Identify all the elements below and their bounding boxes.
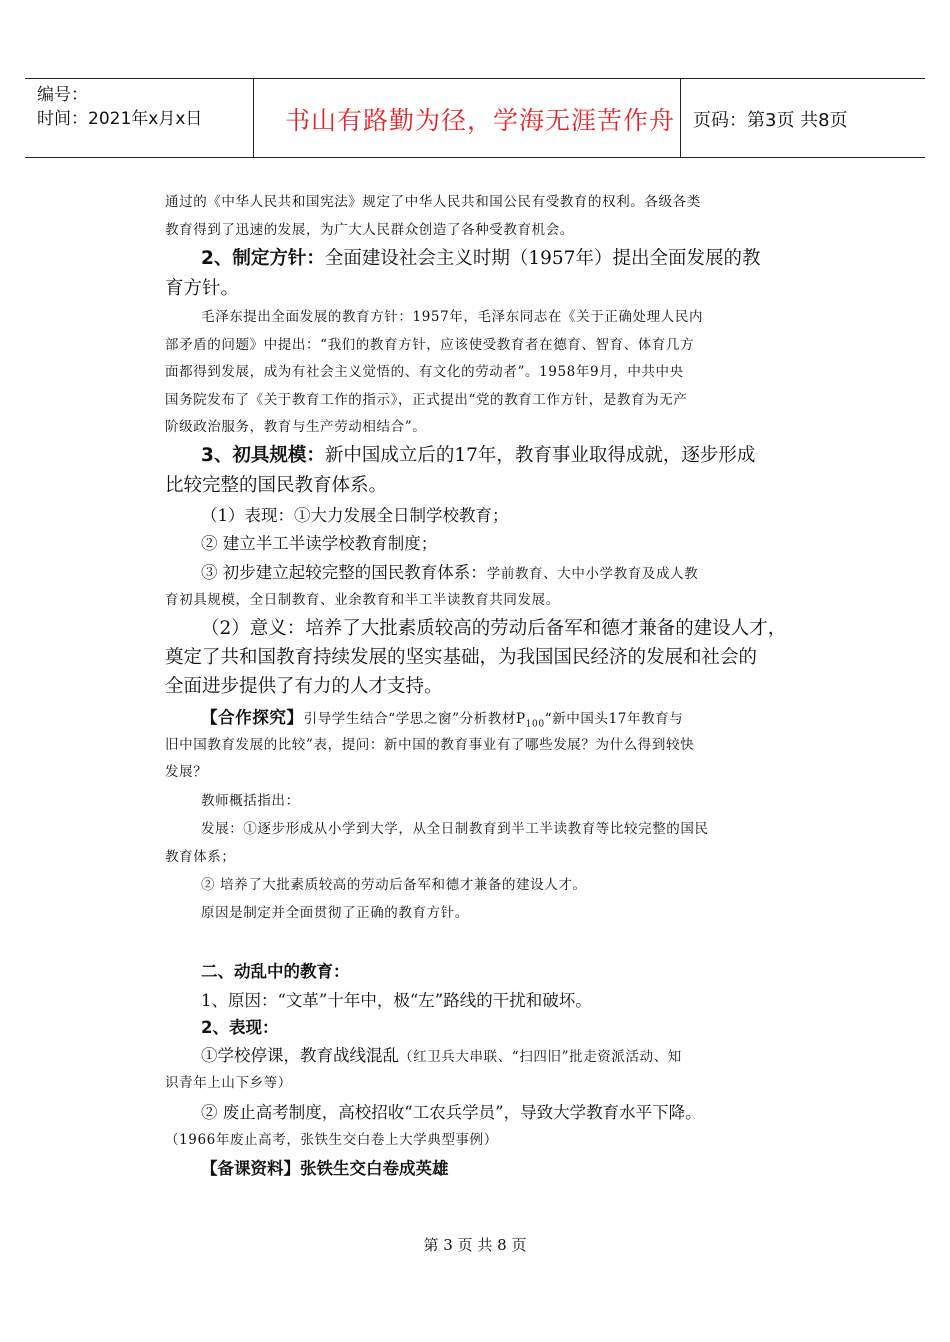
document-number-label: 编号： bbox=[37, 85, 88, 105]
paragraph-line: 教育得到了迅速的发展，为广大人民群众创造了各种受教育机会。 bbox=[165, 222, 574, 238]
paragraph-line: 阶级政治服务，教育与生产劳动相结合”。 bbox=[165, 419, 427, 435]
section-heading: 【备课资料】张铁生交白卷成英雄 bbox=[201, 1159, 449, 1178]
document-time: 时间：2021年x月x日 bbox=[37, 109, 203, 129]
paragraph-line: 育方针。 bbox=[165, 278, 240, 299]
paragraph-line: 教师概括指出： bbox=[201, 793, 300, 809]
page-footer: 第 3 页 共 8 页 bbox=[423, 1236, 527, 1254]
paragraph-line: 识青年上山下乡等） bbox=[165, 1075, 292, 1091]
section-heading: 2、制定方针： bbox=[201, 248, 325, 269]
paragraph-line: 育初具规模，全日制教育、业余教育和半工半读教育共同发展。 bbox=[165, 592, 560, 608]
paragraph-line: 通过的《中华人民共和国宪法》规定了中华人民共和国公民有受教育的权利。各级各类 bbox=[165, 194, 701, 210]
paragraph-line: （1）表现：①大力发展全日制学校教育； bbox=[201, 506, 509, 525]
paragraph-line: （1966年废止高考，张铁生交白卷上大学典型事例） bbox=[165, 1132, 498, 1148]
paragraph-line: ③ 初步建立起较完整的国民教育体系：学前教育、大中小学教育及成人教 bbox=[201, 563, 699, 582]
paragraph-line: 旧中国教育发展的比较”表，提问：新中国的教育事业有了哪些发展？为什么得到较快 bbox=[165, 737, 695, 753]
paragraph-line: 奠定了共和国教育持续发展的坚实基础，为我国国民经济的发展和社会的 bbox=[165, 647, 758, 668]
page-header bbox=[25, 78, 925, 158]
header-meta bbox=[37, 83, 202, 131]
header-page-info: 页码：第3页 共8页 bbox=[693, 110, 848, 131]
header-divider bbox=[253, 79, 254, 157]
paragraph-line: 【合作探究】引导学生结合“学思之窗”分析教材$P_{100}“$新中国头17年教育与 bbox=[201, 708, 684, 730]
header-motto: 书山有路勤为径，学海无涯苦作舟 bbox=[284, 106, 675, 135]
section-line: 3、初具规模：新中国成立后的17年，教育事业取得成就，逐步形成 bbox=[201, 445, 756, 466]
paragraph-line: 部矛盾的问题》中提出：“我们的教育方针，应该使受教育者在德育、智育、体育几方 bbox=[165, 337, 695, 353]
section-heading: 3、初具规模： bbox=[201, 445, 325, 466]
paragraph-line: 全面进步提供了有力的人才支持。 bbox=[165, 676, 443, 697]
paragraph-line: ①学校停课，教育战线混乱（红卫兵大串联、“扫四旧”批走资派活动、知 bbox=[201, 1046, 682, 1065]
paragraph-line: 1、原因：“文革”十年中，极“左”路线的干扰和破坏。 bbox=[201, 991, 592, 1010]
paragraph-line: 发展：①逐步形成从小学到大学，从全日制教育到半工半读教育等比较完整的国民 bbox=[201, 821, 709, 837]
paragraph-line: 国务院发布了《关于教育工作的指示》，正式提出“党的教育工作方针，是教育为无产 bbox=[165, 392, 688, 408]
section-heading: 2、表现： bbox=[201, 1018, 279, 1037]
section-heading: 二、动乱中的教育： bbox=[201, 962, 350, 981]
paragraph-line: ② 废止高考制度，高校招收“工农兵学员”，导致大学教育水平下降。 bbox=[201, 1103, 702, 1122]
paragraph-line: ② 培养了大批素质较高的劳动后备军和德才兼备的建设人才。 bbox=[201, 877, 587, 893]
page-subscript: 100 bbox=[525, 719, 545, 730]
paragraph-line: 发展？ bbox=[165, 764, 208, 780]
section-heading: 【合作探究】 bbox=[201, 708, 304, 727]
paragraph-line: ② 建立半工半读学校教育制度； bbox=[201, 534, 438, 553]
paragraph-line: 原因是制定并全面贯彻了正确的教育方针。 bbox=[201, 905, 469, 921]
paragraph-line: 比较完整的国民教育体系。 bbox=[165, 475, 388, 496]
paragraph-line: 面都得到发展，成为有社会主义觉悟的、有文化的劳动者”。1958年9月，中共中央 bbox=[165, 364, 684, 380]
paragraph-line: 毛泽东提出全面发展的教育方针：1957年，毛泽东同志在《关于正确处理人民内 bbox=[201, 309, 704, 325]
paragraph-line: 教育体系； bbox=[165, 849, 236, 865]
paragraph-line: （2）意义：培养了大批素质较高的劳动后备军和德才兼备的建设人才， bbox=[201, 618, 787, 639]
section-line: 2、制定方针：全面建设社会主义时期（1957年）提出全面发展的教 bbox=[201, 248, 761, 269]
